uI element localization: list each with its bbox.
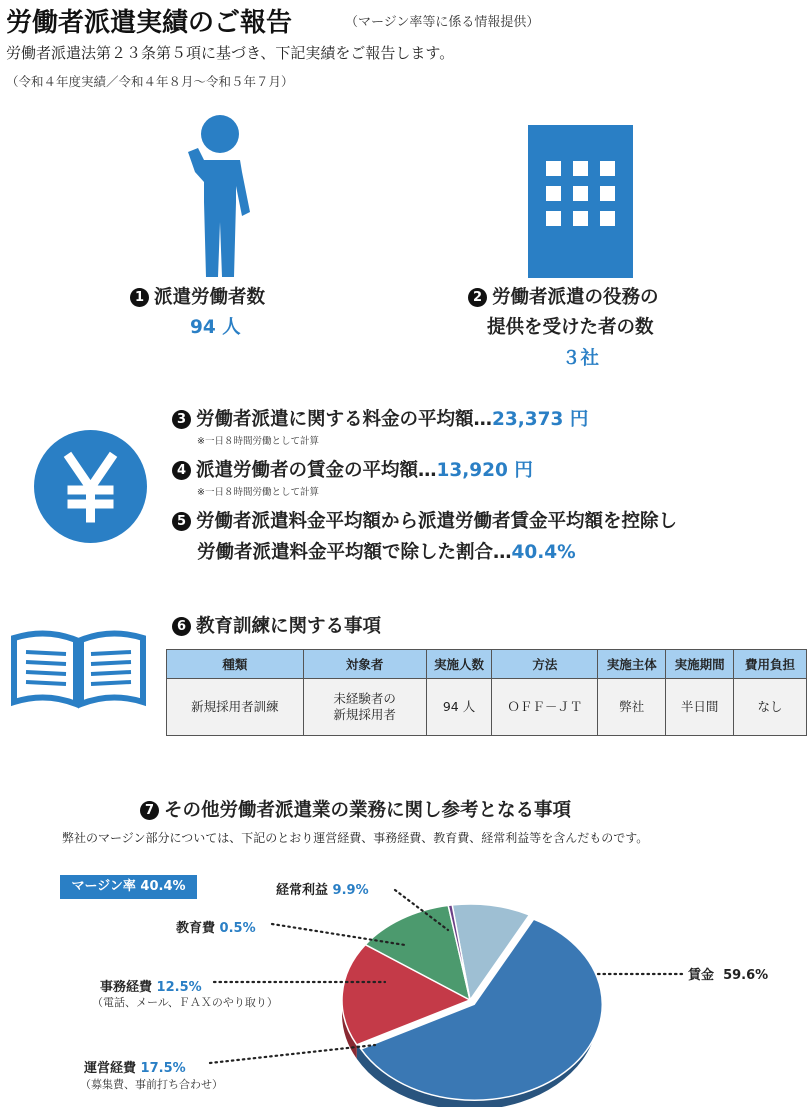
table-cell: ＯＦＦ－ＪＴ [492,679,598,736]
item2-value: ３社 [562,348,600,369]
item2-label-line2: 提供を受けた者の数 [487,317,654,338]
table-row [167,679,807,736]
item5-number: 5 [172,512,191,531]
table-cell: 94 人 [426,679,492,736]
note-office: （電話、メール、ＦＡＸのやり取り） [92,996,278,1009]
training-table [166,649,807,736]
table-cell: 新規採用者訓練 [167,679,304,736]
column-header: 実施主体 [598,650,666,679]
item3-note: ※一日８時間労働として計算 [197,436,319,447]
item6-number: 6 [172,617,191,636]
item2-number: 2 [468,288,487,307]
label-wage: 賃金 59.6% [688,968,769,983]
table-cell: 半日間 [666,679,734,736]
item5-label: 5 労働者派遣料金平均額から派遣労働者賃金平均額を控除し [172,507,677,533]
margin-badge: マージン率 40.4% [60,875,197,899]
item5-label-line2: 労働者派遣料金平均額で除した割合…40.4% [197,542,576,563]
column-header: 方法 [492,650,598,679]
label-education: 教育費 0.5% [176,921,256,936]
label-profit: 経常利益 9.9% [276,883,369,898]
report-period: （令和４年度実績／令和４年８月〜令和５年７月） [6,74,294,89]
column-header: 費用負担 [734,650,807,679]
item6-label: 6 教育訓練に関する事項 [172,612,381,638]
table-cell: 未経験者の 新規採用者 [303,679,426,736]
item3-label: 3 労働者派遣に関する料金の平均額…23,373 円 [172,405,588,431]
page-title: 労働者派遣実績のご報告 [6,8,293,38]
item1-label: 1 派遣労働者数 [130,283,265,309]
building-icon [528,125,633,278]
item2-label: 2 労働者派遣の役務の [468,283,659,309]
item3-number: 3 [172,410,191,429]
item7-number: 7 [140,801,159,820]
item1-number: 1 [130,288,149,307]
page-subtitle: 労働者派遣法第２３条第５項に基づき、下記実績をご報告します。 [6,44,455,62]
column-header: 実施期間 [666,650,734,679]
item7-description: 弊社のマージン部分については、下記のとおり運営経費、事務経費、教育費、経常利益等を含んだものです。 [62,831,649,845]
note-operating: （募集費、事前打ち合わせ） [80,1078,223,1091]
person-icon [170,112,270,277]
item1-value: 94 人 [190,317,241,338]
item4-note: ※一日８時間労働として計算 [197,487,319,498]
label-office: 事務経費 12.5% [100,980,202,995]
column-header: 対象者 [303,650,426,679]
yen-icon [34,430,147,543]
item4-number: 4 [172,461,191,480]
column-header: 種類 [167,650,304,679]
item7-label: 7 その他労働者派遣業の業務に関し参考となる事項 [140,796,571,822]
book-icon [10,630,147,710]
column-header: 実施人数 [426,650,492,679]
item5-value: 40.4% [511,542,576,563]
table-header-row [167,650,807,679]
label-operating: 運営経費 17.5% [84,1061,186,1076]
item4-label: 4 派遣労働者の賃金の平均額…13,920 円 [172,456,533,482]
table-cell: 弊社 [598,679,666,736]
table-cell: なし [734,679,807,736]
item4-value: 13,920 円 [436,460,533,481]
item3-value: 23,373 円 [492,409,589,430]
title-note: （マージン率等に係る情報提供） [345,15,540,30]
